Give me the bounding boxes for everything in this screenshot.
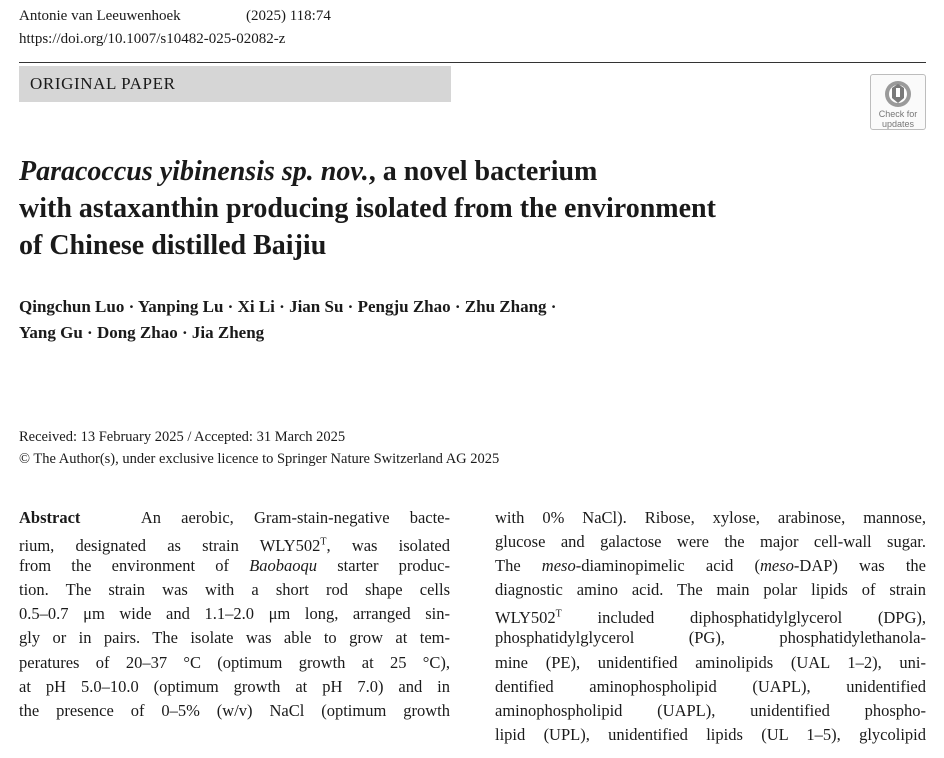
abstract-line: 0.5–0.7 μm wide and 1.1–2.0 μm long, arranged sin-: [19, 604, 450, 624]
abstract-line: gly or in pairs. The isolate was able to grow at tem-: [19, 628, 450, 648]
abstract-line: at pH 5.0–10.0 (optimum growth at pH 7.0) and in: [19, 676, 450, 696]
check-updates-label-2: updates: [881, 119, 915, 129]
author-list: [19, 294, 919, 346]
article-type-banner: ORIGINAL PAPER: [19, 66, 451, 102]
abstract-line: Abstract An aerobic, Gram-stain-negative bacte-: [19, 508, 450, 527]
title-line3: of Chinese distilled Baijiu: [19, 230, 327, 261]
article-title: [19, 153, 899, 264]
check-for-updates-icon: [883, 79, 913, 109]
abstract-line: from the environment of Baobaoqu starter produc-: [19, 556, 450, 576]
journal-name: Antonie van Leeuwenhoek: [19, 8, 181, 24]
authors-line1[interactable]: Qingchun Luo · Yanping Lu · Xi Li · Jian Su · Pengju Zhao · Zhu Zhang ·: [19, 297, 557, 316]
abstract-line: rium, designated as strain $WLY502^T$, was isolated: [19, 535, 450, 555]
check-updates-label-1: Check for: [878, 109, 918, 119]
abstract-line: mine (PE), unidentified aminolipids (UAL 1–2), uni-: [495, 652, 926, 672]
abstract-line: with 0% NaCl). Ribose, xylose, arabinose, mannose,: [495, 508, 926, 527]
volume-info: (2025) 118:74: [246, 8, 331, 24]
journal-header: [19, 8, 331, 25]
abstract-line: peratures of 20–37 °C (optimum growth at 25 °C),: [19, 652, 450, 672]
abstract-line: diagnostic amino acid. The main polar lipids of strain: [495, 580, 926, 600]
abstract-line: the presence of 0–5% (w/v) NaCl (optimum growth: [19, 700, 450, 720]
header-rule: [19, 62, 926, 63]
doi-link[interactable]: https://doi.org/10.1007/s10482-025-02082-z: [19, 31, 286, 47]
abstract-line: The meso-diaminopimelic acid (meso-DAP) was the: [495, 556, 926, 576]
copyright-notice: © The Author(s), under exclusive licence to Springer Nature Switzerland AG 2025: [19, 451, 500, 467]
abstract-line: glucose and galactose were the major cell-wall sugar.: [495, 532, 926, 552]
received-accepted-dates: Received: 13 February 2025 / Accepted: 31 March 2025: [19, 429, 346, 445]
authors-line2[interactable]: Yang Gu · Dong Zhao · Jia Zheng: [19, 323, 265, 342]
abstract-line: dentified aminophospholipid (UAPL), unidentified: [495, 676, 926, 696]
title-line1-rest: , a novel bacterium: [368, 156, 598, 187]
abstract-left-column: [19, 506, 450, 723]
abstract-heading: Abstract: [19, 508, 81, 527]
abstract-right-column: [495, 506, 926, 747]
abstract-line: aminophospholipid (UAPL), unidentified phospho-: [495, 700, 926, 720]
abstract-line: tion. The strain was with a short rod shape cells: [19, 580, 450, 600]
check-for-updates-button[interactable]: [870, 74, 926, 130]
abstract-line: phosphatidylglycerol (PG), phosphatidylethanola-: [495, 628, 926, 648]
abstract-line: lipid (UPL), unidentified lipids (UL 1–5), glycolipid: [495, 724, 926, 744]
title-species: Paracoccus yibinensis sp. nov.: [19, 156, 369, 187]
abstract-line: $WLY502^T$ included diphosphatidylglycerol (DPG),: [495, 607, 926, 627]
title-line2: with astaxanthin producing isolated from the environment: [19, 193, 716, 224]
